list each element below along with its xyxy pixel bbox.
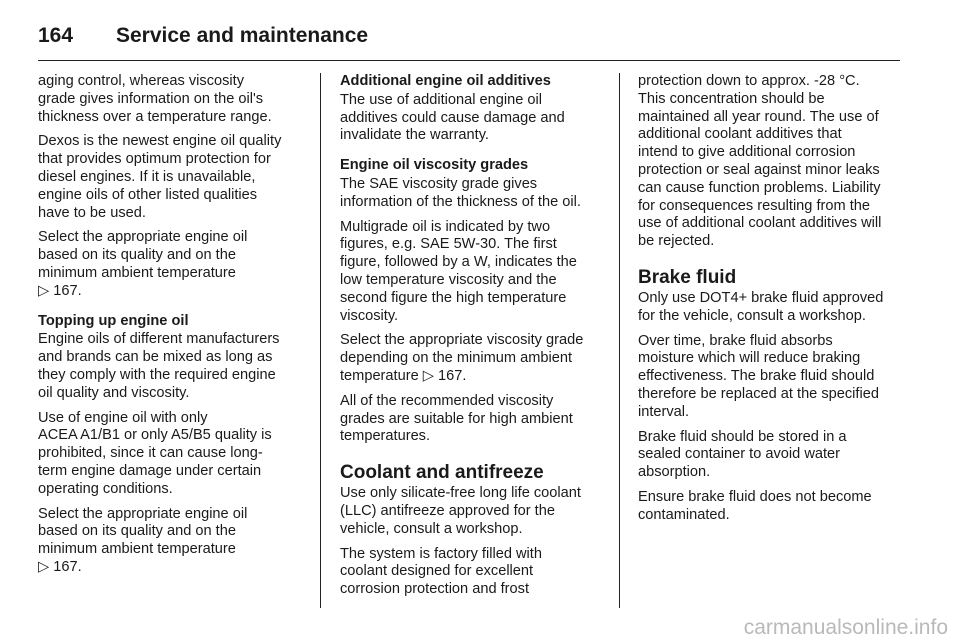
paragraph: Brake fluid should be stored in a sealed container to avoid water absorption. [638,428,847,481]
column-divider [320,73,321,608]
paragraph: The system is factory filled with coolant designed for excellent corrosion protection and frost [340,545,542,598]
column-middle [340,73,606,606]
column-left [38,73,304,584]
page-number: 164 [38,24,74,47]
paragraph: Select the appropriate engine oil based on its quality and on the minimum ambient temperature ▷ 167. [38,506,304,577]
paragraph: Select the appropriate engine oil based on its quality and on the minimum ambient temperature ▷ 167. [38,229,304,300]
subheading-viscosity-grades: Engine oil viscosity grades [340,157,529,174]
paragraph: protection down to approx. -28 °C. This concentration should be maintained all year round. The use of additional coolant additives that intend to give additional corrosion protection or seal against minor leaks can cause function problems. Liability for consequences resulting from the use of additional coolant additives will be rejected. [638,73,882,250]
section-heading-coolant: Coolant and antifreeze [340,462,544,484]
section-heading-brake-fluid: Brake fluid [638,266,737,288]
paragraph: Engine oils of different manufacturers and brands can be mixed as long as they comply with the required engine oil quality and viscosity. [38,331,280,401]
page-reference-link[interactable]: ▷ 167. [422,367,467,384]
page-title: Service and maintenance [116,24,369,47]
watermark: carmanualsonline.info [743,616,948,639]
column-right [638,73,904,532]
paragraph: Dexos is the newest engine oil quality that provides optimum protection for diesel engines. If it is unavailable, engine oils of other listed qualities have to be used. [38,133,282,221]
column-divider [619,73,620,608]
paragraph: The SAE viscosity grade gives information of the thickness of the oil. [340,175,581,210]
page-header [38,16,900,56]
page-reference-link[interactable]: ▷ 167. [38,282,82,299]
page-reference-link[interactable]: ▷ 167. [38,558,82,575]
subheading-oil-additives: Additional engine oil additives [340,73,551,89]
paragraph: Multigrade oil is indicated by two figures, e.g. SAE 5W-30. The first figure, followed by a W, indicates the low temperature viscosity and the second figure the high temperature viscosity. [340,218,577,324]
paragraph: Select the appropriate viscosity grade depending on the minimum ambient temperature ▷ 167. [340,332,584,384]
paragraph: The use of additional engine oil additives could cause damage and invalidate the warranty. [340,91,565,144]
paragraph: Use of engine oil with only ACEA A1/B1 or only A5/B5 quality is prohibited, since it can cause long- term engine damage under certain operating conditions. [38,409,272,497]
paragraph: Ensure brake fluid does not become contaminated. [638,488,872,523]
header-rule [38,60,900,61]
paragraph: Use only silicate-free long life coolant (LLC) antifreeze approved for the vehicle, consult a workshop. [340,485,581,537]
paragraph: aging control, whereas viscosity grade gives information on the oil's thickness over a temperature range. [38,73,272,125]
paragraph: All of the recommended viscosity grades are suitable for high ambient temperatures. [340,392,573,445]
subheading-topping-up: Topping up engine oil [38,312,189,329]
paragraph: Over time, brake fluid absorbs moisture which will reduce braking effectiveness. The brake fluid should therefore be replaced at the specified interval. [638,332,879,420]
paragraph: Only use DOT4+ brake fluid approved for the vehicle, consult a workshop. [638,289,884,324]
